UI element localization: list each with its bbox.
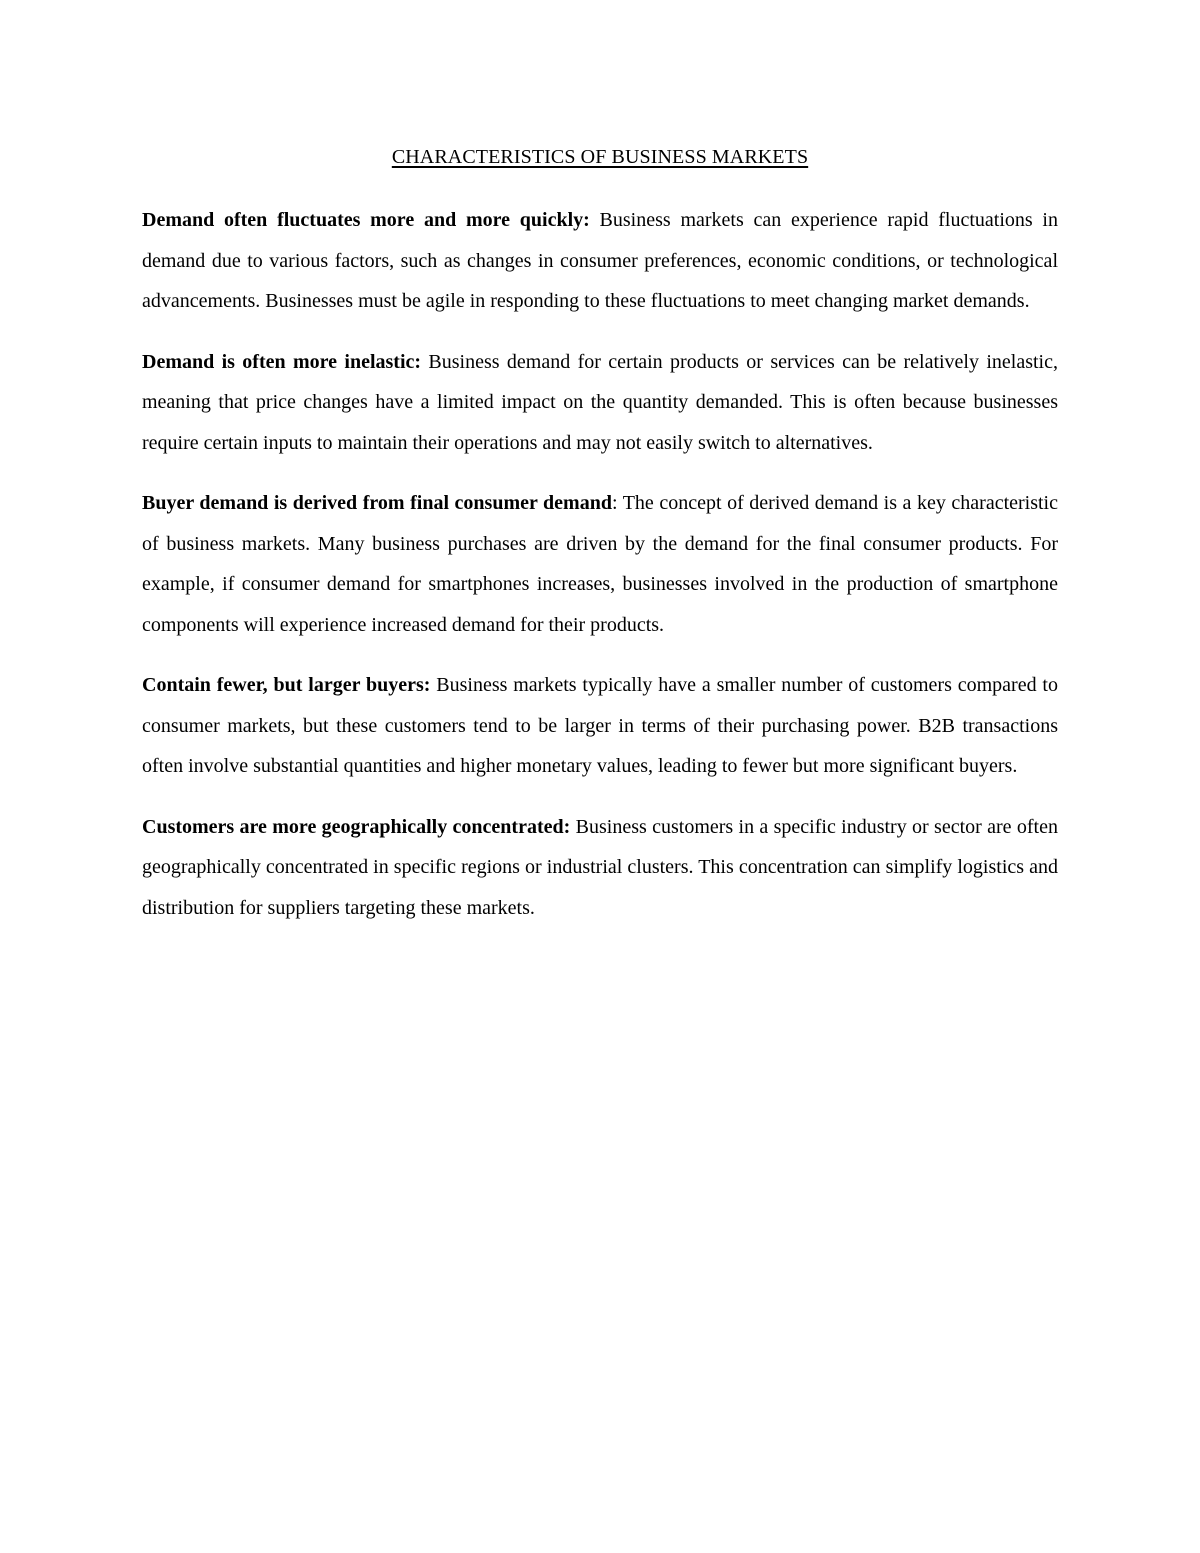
section-heading: Contain fewer, but larger buyers: [142,674,431,696]
section-derived-demand [142,483,1058,645]
page-title: CHARACTERISTICS OF BUSINESS MARKETS [391,146,809,168]
section-body: Business customers in a specific industry or sector are often geographically concentrated in specific regions or industrial clusters. This concentration can simplify logistics and distribution for suppliers targeting these markets. [142,815,1058,919]
section-demand-inelastic [142,342,1058,464]
section-fewer-larger-buyers [142,665,1058,787]
section-heading: Demand is often more inelastic: [142,350,422,373]
document-page [142,140,1058,948]
section-body: : The concept of derived demand is a key characteristic of business markets. Many business purchases are driven by the demand for the final consumer products. For example, if consumer demand for smartphones increases, businesses involved in the production of smartphone components will experience increased demand for their products. [142,492,1058,636]
section-body: Business markets can experience rapid fluctuations in demand due to various factors, such as changes in consumer preferences, economic conditions, or technological advancements. Businesses must be agile in responding to these fluctuations to meet changing market demands. [142,209,1058,312]
section-body: Business demand for certain products or services can be relatively inelastic, meaning that price changes have a limited impact on the quantity demanded. This is often because businesses require certain inputs to maintain their operations and may not easily switch to alternatives. [142,350,1058,454]
section-heading: Demand often fluctuates more and more quickly: [142,209,590,231]
section-heading: Buyer demand is derived from final consumer demand [142,492,612,514]
section-geographic-concentration [142,807,1058,929]
section-heading: Customers are more geographically concentrated: [142,815,571,838]
section-demand-fluctuates [142,200,1058,322]
section-body: Business markets typically have a smaller number of customers compared to consumer markets, but these customers tend to be larger in terms of their purchasing power. B2B transactions often involve substantial quantities and higher monetary values, leading to fewer but more significant buyers. [142,674,1058,777]
